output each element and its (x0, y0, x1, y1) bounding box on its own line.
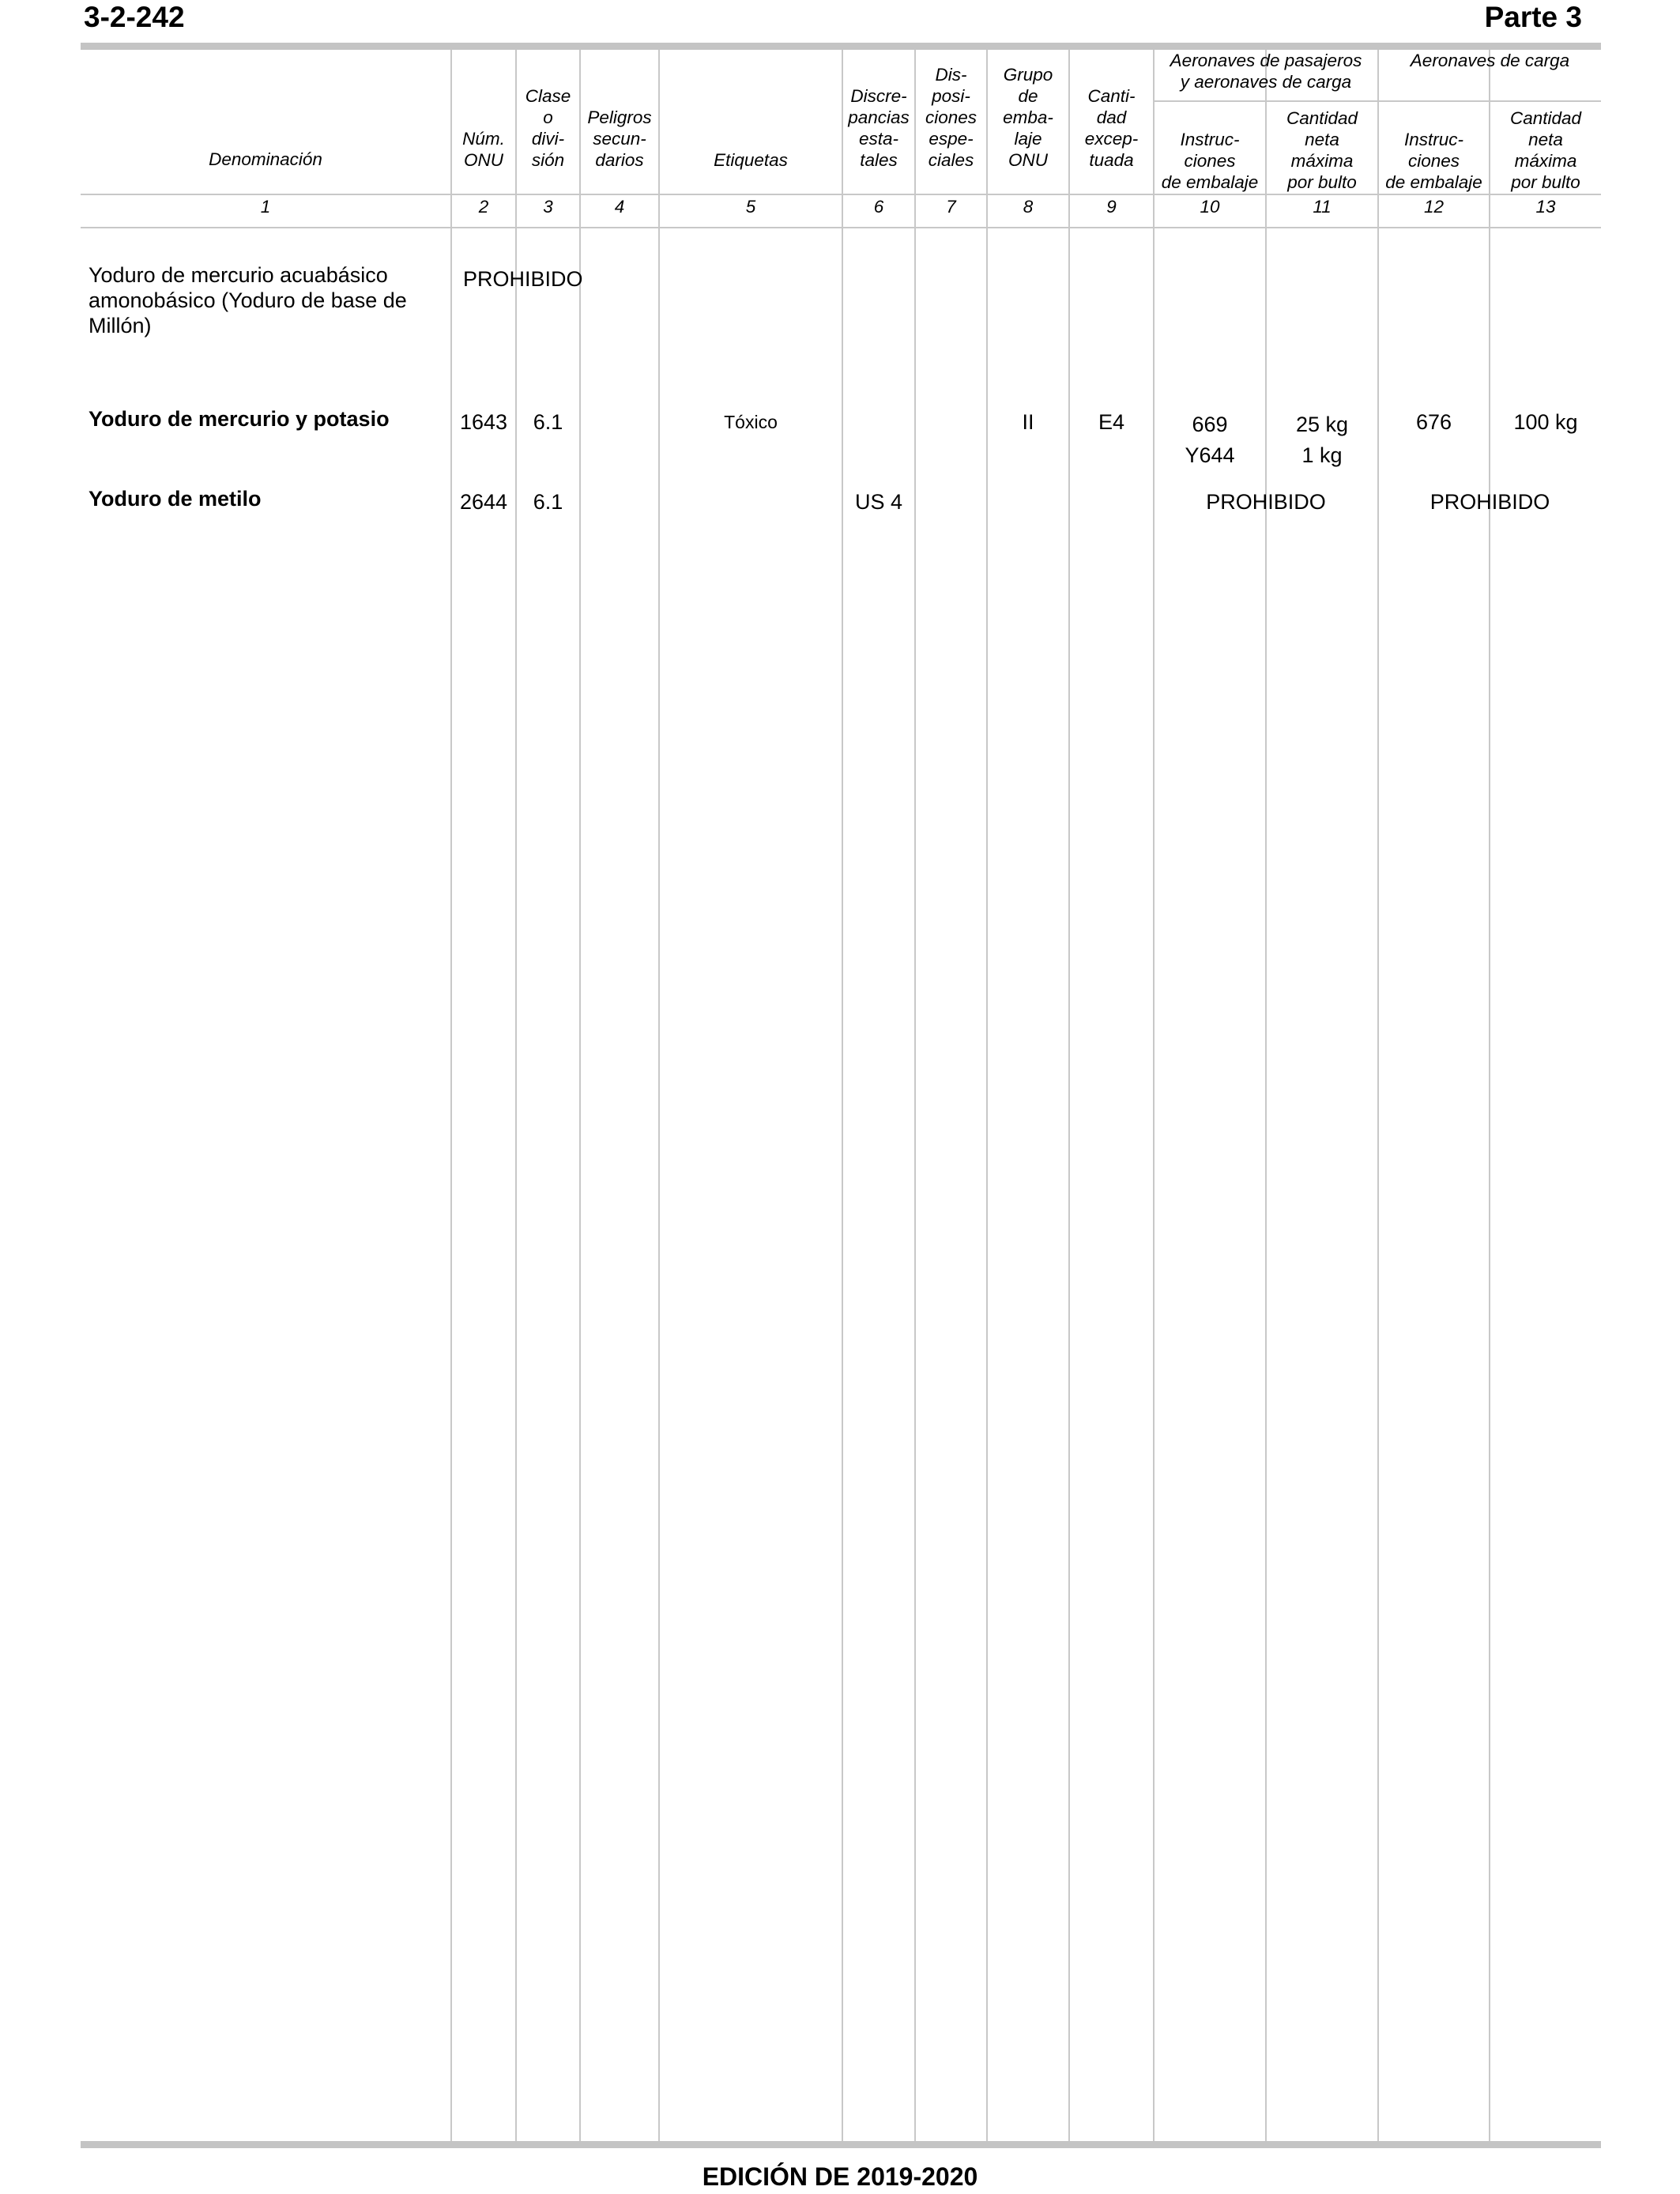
column-divider (1068, 50, 1070, 2141)
column-number: 6 (873, 197, 884, 217)
column-number: 4 (614, 197, 625, 217)
column-number: 10 (1200, 197, 1220, 217)
hazard-label: Tóxico (724, 412, 778, 432)
prohibited-status: PROHIBIDO (463, 267, 583, 291)
header-peligros-secundarios: Peligros secun- darios (587, 107, 652, 170)
pax-prohibited: PROHIBIDO (1206, 490, 1326, 514)
header-discrepancias: Discre- pancias esta- tales (848, 86, 910, 170)
page-number: 3-2-242 (84, 1, 185, 33)
column-divider (1489, 50, 1490, 2141)
cargo-packing-instructions: 676 (1415, 410, 1452, 434)
pax-max-quantity: 25 kg 1 kg (1295, 413, 1349, 467)
column-divider (515, 50, 517, 2141)
header-rule (81, 194, 1601, 195)
class-division: 6.1 (533, 490, 563, 514)
column-divider (842, 50, 843, 2141)
column-divider (658, 50, 660, 2141)
header-instrucciones-pax: Instruc- ciones de embalaje (1161, 130, 1259, 192)
header-cantidad-carga: Cantidad neta máxima por bulto (1509, 108, 1582, 192)
header-clase-division: Clase o divi- sión (525, 86, 571, 170)
column-divider (1265, 50, 1267, 2141)
column-number-rule (81, 227, 1601, 228)
column-divider (914, 50, 916, 2141)
column-divider (986, 50, 988, 2141)
header-grupo-embalaje: Grupo de emba- laje ONU (1003, 65, 1053, 170)
header-etiquetas: Etiquetas (714, 150, 788, 170)
column-number: 2 (478, 197, 489, 217)
packing-group: II (1022, 410, 1034, 434)
entry-name: Yoduro de mercurio acuabásico amonobásico (Yoduro de base de Millón) (89, 263, 407, 337)
un-number: 2644 (459, 490, 508, 514)
entry-name: Yoduro de metilo (89, 487, 262, 511)
column-divider (1153, 50, 1155, 2141)
header-disposiciones-especiales: Dis- posi- ciones espe- ciales (925, 65, 977, 170)
column-number: 8 (1023, 197, 1034, 217)
pax-packing-instructions: 669 Y644 (1185, 413, 1235, 467)
state-variation: US 4 (854, 490, 903, 514)
class-division: 6.1 (533, 410, 563, 434)
header-instrucciones-carga: Instruc- ciones de embalaje (1385, 130, 1482, 192)
header-cantidad-pax: Cantidad neta máxima por bulto (1286, 108, 1358, 192)
top-rule (81, 43, 1601, 50)
cargo-max-quantity: 100 kg (1513, 410, 1578, 434)
cargo-prohibited: PROHIBIDO (1430, 490, 1550, 514)
header-cantidad-exceptuada: Canti- dad excep- tuada (1084, 86, 1139, 170)
edition-footer: EDICIÓN DE 2019-2020 (702, 2162, 978, 2191)
header-denominacion: Denominación (209, 149, 322, 169)
column-divider (579, 50, 581, 2141)
group-underline (1153, 100, 1601, 102)
column-number: 1 (260, 197, 271, 217)
column-divider (450, 50, 452, 2141)
column-number: 11 (1313, 197, 1332, 217)
header-num-onu: Núm. ONU (462, 129, 505, 170)
un-number: 1643 (459, 410, 508, 434)
header-group-carga: Aeronaves de carga (1410, 51, 1570, 70)
column-number: 3 (543, 197, 553, 217)
column-number: 7 (946, 197, 956, 217)
column-number: 9 (1106, 197, 1117, 217)
bottom-rule (81, 2141, 1601, 2148)
column-number: 13 (1535, 197, 1556, 217)
header-group-pasajeros: Aeronaves de pasajeros y aeronaves de carga (1170, 51, 1362, 92)
column-number: 12 (1423, 197, 1445, 217)
column-number: 5 (745, 197, 756, 217)
part-title: Parte 3 (1484, 1, 1582, 33)
excepted-quantity: E4 (1098, 410, 1125, 434)
column-divider (1377, 50, 1379, 2141)
entry-name: Yoduro de mercurio y potasio (89, 407, 390, 431)
